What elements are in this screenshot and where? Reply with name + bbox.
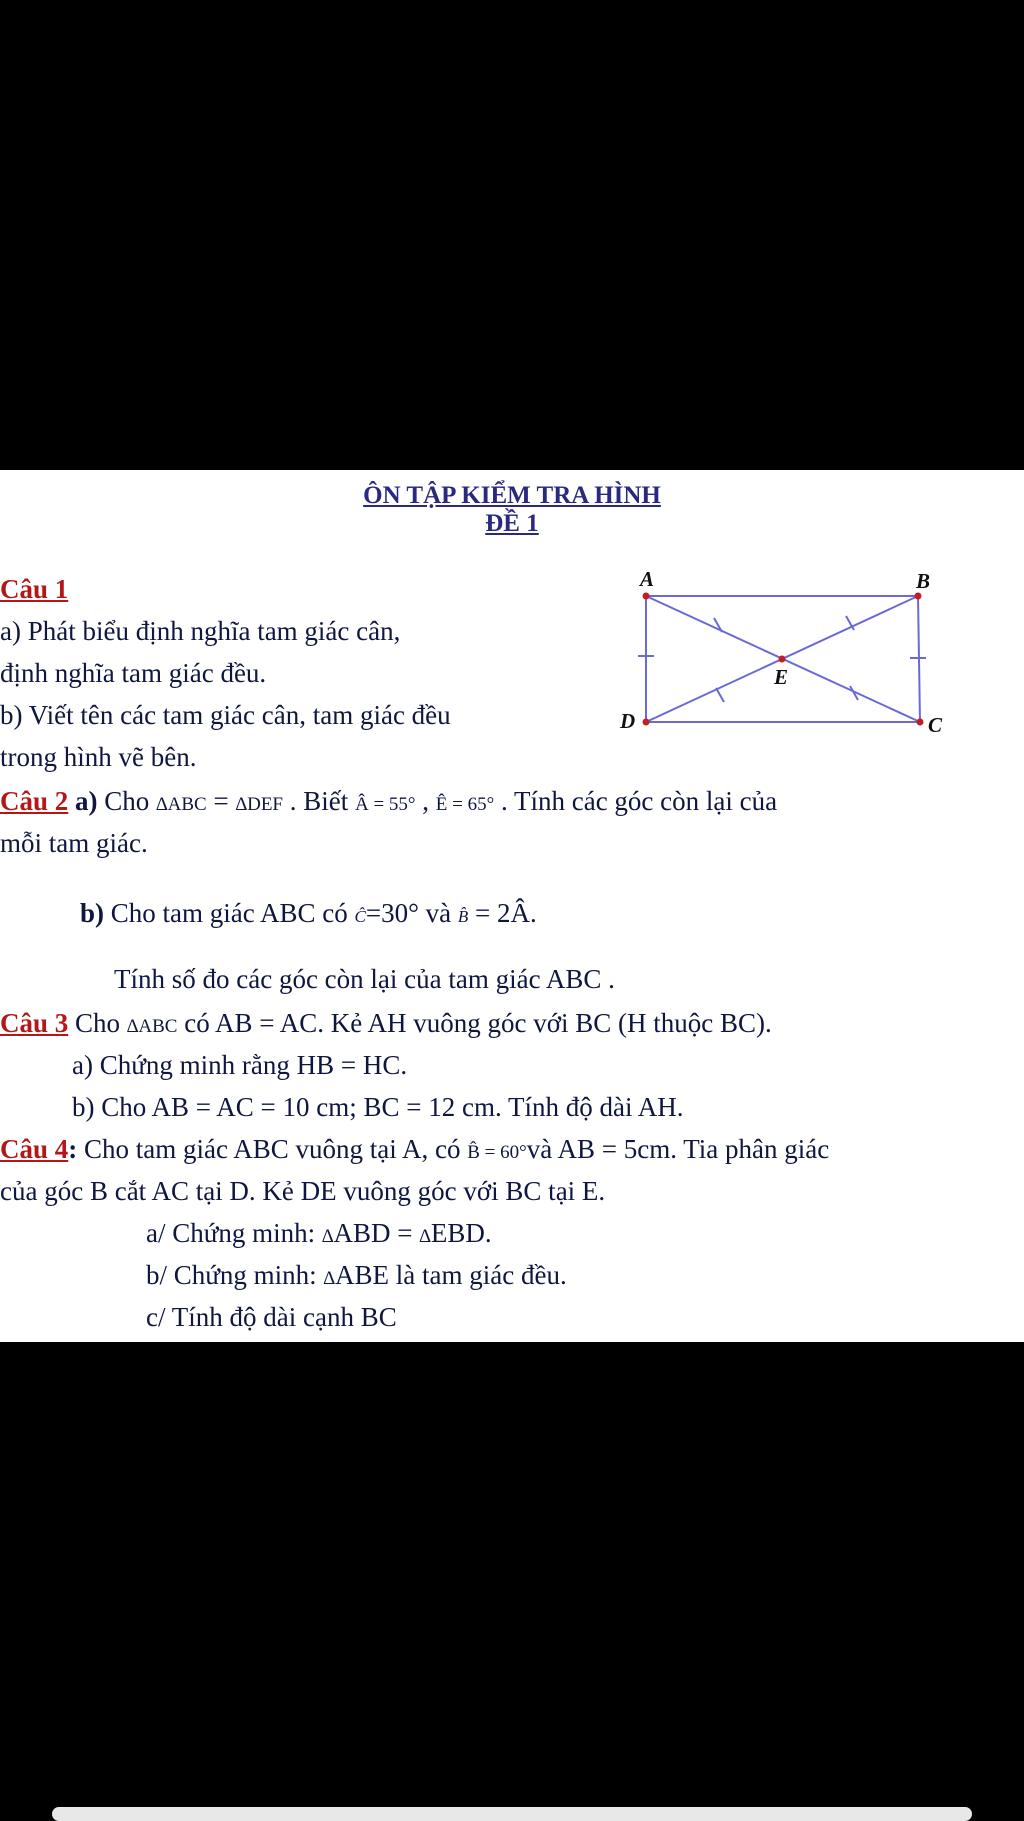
cau4-pre: Cho tam giác ABC vuông tại A, có: [77, 1134, 468, 1164]
label-e: E: [774, 665, 789, 689]
cau2-angle-a: Â = 55°: [355, 794, 416, 815]
cau2-angle-e: Ê = 65°: [435, 794, 495, 815]
cau2-biet: . Biết: [283, 786, 355, 816]
cau2-part-b-label: b): [80, 898, 105, 928]
cau1-label-text: Câu 1: [0, 574, 69, 604]
cau4-line-a: [146, 1220, 492, 1247]
tick-de: [716, 688, 724, 702]
cau3-pre: Cho: [68, 1008, 127, 1038]
cau2-va: và: [425, 898, 458, 928]
cau2-line1: [0, 788, 777, 815]
cau4-line-a-pre: a/ Chứng minh:: [146, 1218, 322, 1248]
cau4-line-b-end: ABE là tam giác đều.: [335, 1260, 567, 1290]
cau4-label: Câu 4: [0, 1134, 69, 1164]
point-c: [917, 719, 924, 726]
cau2-part-b-pre: Cho tam giác ABC có: [104, 898, 355, 928]
label-a: A: [640, 567, 655, 591]
cau3-line-b: b) Cho AB = AC = 10 cm; BC = 12 cm. Tính độ dài AH.: [72, 1092, 684, 1122]
cau1-line-b2: trong hình vẽ bên.: [0, 742, 197, 772]
label-d: D: [620, 709, 636, 733]
cau2-b-val: = 2Â.: [468, 898, 537, 928]
cau3-rest: có AB = AC. Kẻ AH vuông góc với BC (H thuộc BC).: [177, 1008, 772, 1038]
cau2-label: Câu 2: [0, 786, 69, 816]
point-a: [643, 593, 650, 600]
cau4-line-a-t2: ∆: [419, 1226, 431, 1247]
cau4-line-c: c/ Tính độ dài cạnh BC: [146, 1302, 397, 1332]
cau2-line2: mỗi tam giác.: [0, 828, 148, 858]
cau1-line-a1: a) Phát biểu định nghĩa tam giác cân,: [0, 616, 401, 646]
cau4-line-b-t: ∆: [323, 1268, 336, 1289]
point-b: [915, 593, 922, 600]
rectangle-figure: [610, 560, 950, 760]
cau2-part-b: [80, 900, 537, 927]
point-d: [643, 719, 650, 726]
label-c: C: [928, 713, 943, 737]
cau4-line-a-end: EBD.: [430, 1218, 492, 1248]
cau3-line-a: a) Chứng minh rằng HB = HC.: [72, 1050, 408, 1080]
cau4-angle-b: B̂ = 60°: [467, 1142, 527, 1163]
point-e: [779, 656, 786, 663]
cau4-line2: của góc B cắt AC tại D. Kẻ DE vuông góc với BC tại E.: [0, 1176, 606, 1206]
cau2-tri1: ∆ABC: [156, 794, 207, 815]
cau2-eq: =: [206, 786, 236, 816]
cau1-label: [0, 576, 68, 603]
cau2-comma: ,: [415, 786, 436, 816]
cau4-line-a-mid: ABD =: [333, 1218, 420, 1248]
page-subtitle: ĐỀ 1: [485, 510, 539, 537]
document-page: [0, 470, 1024, 1342]
cau2-angle-b: B̂: [457, 907, 469, 926]
bottom-sheet-handle[interactable]: [52, 1807, 972, 1821]
cau1-line-a2: định nghĩa tam giác đều.: [0, 658, 267, 688]
cau4-line1: [0, 1136, 829, 1163]
cau2-part-a-pre: Cho: [97, 786, 157, 816]
cau4-line-b: [146, 1262, 567, 1289]
cau2-c-val: =30°: [365, 898, 426, 928]
cau3-tri: ∆ABC: [126, 1016, 178, 1037]
cau3-label: Câu 3: [0, 1008, 69, 1038]
cau2-part-b-line2: Tính số đo các góc còn lại của tam giác ABC .: [114, 964, 615, 994]
cau4-colon: :: [68, 1134, 78, 1164]
cau2-rest: . Tính các góc còn lại của: [494, 786, 778, 816]
cau3-line1: [0, 1010, 772, 1037]
page-title: ÔN TẬP KIỂM TRA HÌNH: [363, 482, 661, 509]
cau2-tri2: ∆DEF: [235, 794, 283, 815]
label-b: B: [916, 569, 931, 593]
cau4-line-b-pre: b/ Chứng minh:: [146, 1260, 324, 1290]
cau4-rest: và AB = 5cm. Tia phân giác: [526, 1134, 830, 1164]
cau1-line-b1: b) Viết tên các tam giác cân, tam giác đều: [0, 700, 451, 730]
cau4-line-a-t1: ∆: [321, 1226, 334, 1247]
cau2-angle-c: Ĉ: [354, 907, 366, 926]
cau2-part-a-label: a): [75, 786, 98, 816]
